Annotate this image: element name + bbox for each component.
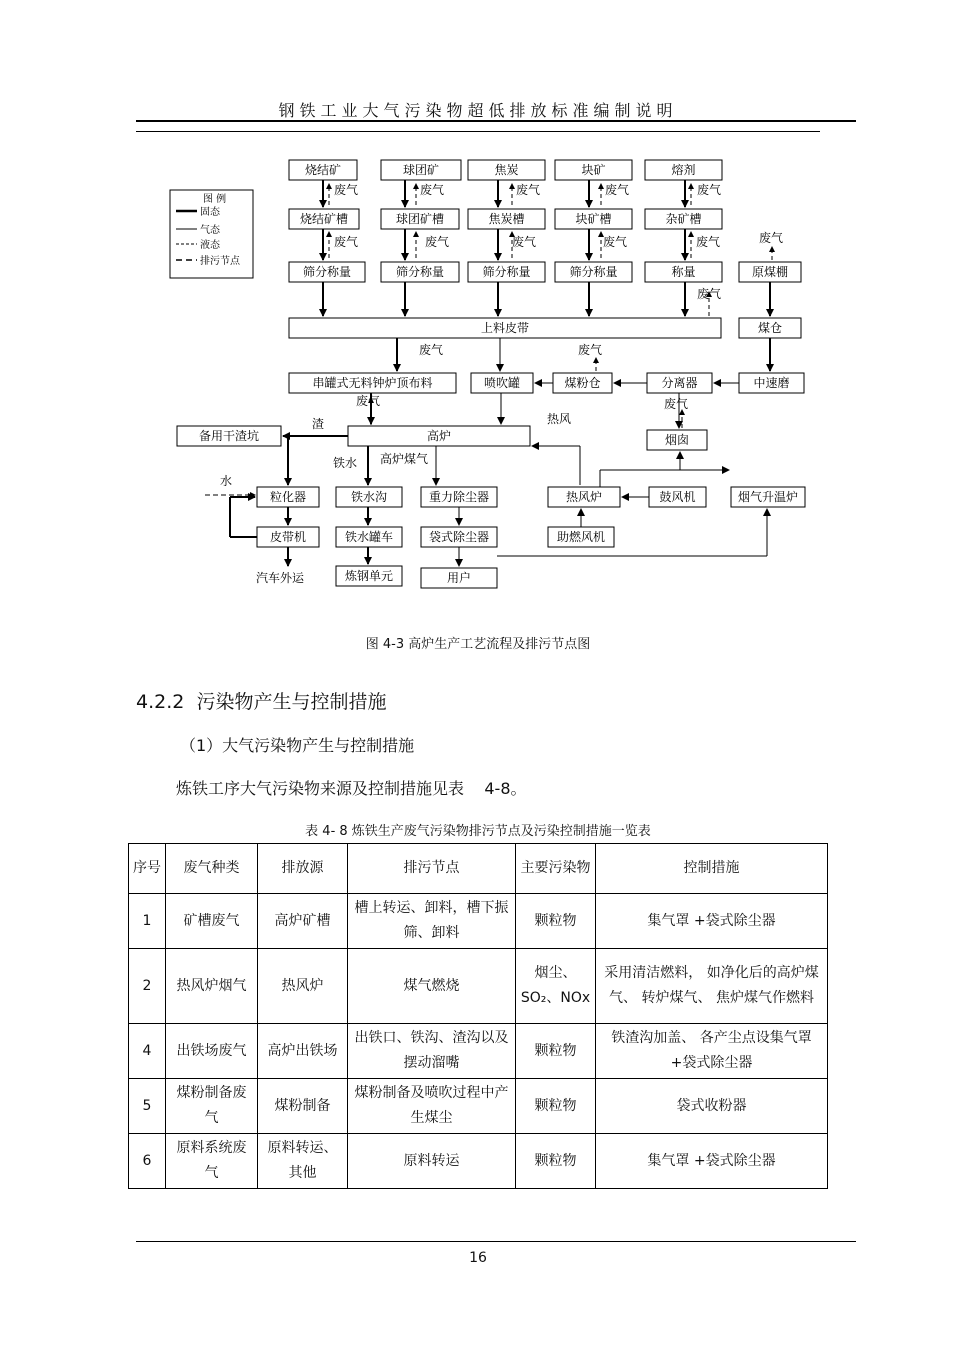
- flow-label-feiqi: 废气: [334, 183, 359, 197]
- process-box-label: 块矿槽: [575, 212, 612, 226]
- process-box-label: 筛分称量: [482, 265, 531, 279]
- table-cell: 集气罩 +袋式除尘器: [596, 1134, 828, 1189]
- table-row: [129, 1024, 828, 1079]
- process-box-label: 炼钢单元: [344, 569, 394, 583]
- table-cell: 高炉矿槽: [258, 894, 348, 949]
- header-cell: 主要污染物: [516, 844, 596, 894]
- table-header-row: [129, 844, 828, 894]
- paragraph-end: 。: [510, 779, 527, 798]
- header-cell: 排污节点: [348, 844, 516, 894]
- emission-control-table: [128, 843, 828, 1189]
- table-cell: 原料转运、其他: [258, 1134, 348, 1189]
- footer-rule: [136, 1241, 856, 1242]
- table-row: [129, 1134, 828, 1189]
- table-cell: 4: [129, 1024, 166, 1079]
- process-box-label: 煤仓: [757, 321, 783, 335]
- flow-label-feiqi: 废气: [578, 343, 603, 357]
- table-cell: 铁渣沟加盖、 各产尘点设集气罩+袋式除尘器: [596, 1024, 828, 1079]
- process-box-label: 用户: [446, 571, 472, 585]
- table-cell: 烟尘、SO₂、NOx: [516, 949, 596, 1024]
- process-box-label: 焦炭: [494, 163, 519, 177]
- flow-label-feiqi: 废气: [356, 394, 381, 408]
- flow-label-feiqi: 废气: [334, 235, 359, 249]
- legend-title: 图 例: [203, 194, 227, 205]
- table-cell: 槽上转运、卸料，槽下振筛、卸料: [348, 894, 516, 949]
- table-cell: 煤粉制备废气: [166, 1079, 258, 1134]
- process-box-label: 铁水罐车: [344, 530, 394, 544]
- header-rule: [136, 120, 856, 122]
- process-box-label: 上料皮带: [480, 321, 530, 335]
- flow-label-qicheyunwai: 汽车外运: [256, 571, 305, 585]
- table-cell: 采用清洁燃料， 如净化后的高炉煤气、 转炉煤气、 焦炉煤气作燃料: [596, 949, 828, 1024]
- table-cell: 6: [129, 1134, 166, 1189]
- process-box-label: 块矿: [581, 163, 606, 177]
- flow-label-tieshui: 铁水: [333, 456, 358, 470]
- process-box-label: 烧结矿: [304, 163, 342, 177]
- table-reference: 4-8: [484, 779, 511, 798]
- table-cell: 集气罩 +袋式除尘器: [596, 894, 828, 949]
- process-box-label: 高炉: [426, 429, 452, 443]
- flow-label-refeng: 热风: [547, 412, 572, 426]
- flow-label-feiqi: 废气: [425, 235, 450, 249]
- header-rule-thin: [136, 131, 820, 132]
- table-cell: 原料系统废气: [166, 1134, 258, 1189]
- table-cell: 高炉出铁场: [258, 1024, 348, 1079]
- process-box-label: 称量: [671, 265, 696, 279]
- legend-gas: 气态: [200, 225, 220, 236]
- table-cell: 热风炉: [258, 949, 348, 1024]
- flow-label-feiqi: 废气: [420, 183, 445, 197]
- page-number: 16: [469, 1250, 487, 1266]
- table-cell: 5: [129, 1079, 166, 1134]
- flow-label-feiqi: 废气: [697, 183, 722, 197]
- legend-liquid: 液态: [200, 240, 220, 251]
- process-box-label: 鼓风机: [659, 490, 696, 504]
- process-box-label: 筛分称量: [569, 265, 618, 279]
- table-cell: 出铁场废气: [166, 1024, 258, 1079]
- table-cell: 颗粒物: [516, 894, 596, 949]
- legend-solid: 固态: [200, 207, 220, 218]
- header-cell: 序号: [129, 844, 166, 894]
- flow-label-feiqi: 废气: [697, 287, 722, 301]
- process-box-label: 中速磨: [753, 376, 790, 390]
- table-cell: 颗粒物: [516, 1079, 596, 1134]
- subsection-heading: （1）大气污染物产生与控制措施: [180, 736, 415, 755]
- process-box-label: 铁水沟: [350, 490, 388, 504]
- process-box-label: 熔剂: [671, 163, 696, 177]
- legend-emission-node: 排污节点: [200, 256, 240, 267]
- table-row: [129, 894, 828, 949]
- process-box-label: 筛分称量: [302, 265, 352, 279]
- table-row: [129, 949, 828, 1024]
- flow-label-feiqi: 废气: [759, 231, 784, 245]
- table-caption: 表 4- 8 炼铁生产废气污染物排污节点及污染控制措施一览表: [305, 824, 651, 839]
- process-box-label: 分离器: [661, 376, 698, 390]
- process-box-label: 喷吹罐: [483, 376, 521, 390]
- table-cell: 颗粒物: [516, 1134, 596, 1189]
- process-flow-diagram: [0, 150, 956, 600]
- table-row: [129, 1079, 828, 1134]
- process-box-label: 筛分称量: [395, 265, 445, 279]
- table-cell: 热风炉烟气: [166, 949, 258, 1024]
- process-box-label: 杂矿槽: [665, 212, 702, 226]
- table-cell: 煤粉制备及喷吹过程中产生煤尘: [348, 1079, 516, 1134]
- process-box-label: 热风炉: [565, 490, 603, 504]
- table-cell: 矿槽废气: [166, 894, 258, 949]
- table-cell: 出铁口、铁沟、渣沟以及摆动溜嘴: [348, 1024, 516, 1079]
- process-box-label: 皮带机: [269, 530, 307, 544]
- process-box-label: 助燃风机: [556, 530, 606, 544]
- flow-label-feiqi: 废气: [696, 235, 721, 249]
- figure-caption: 图 4-3 高炉生产工艺流程及排污节点图: [365, 637, 591, 652]
- flow-label-feiqi: 废气: [512, 235, 537, 249]
- process-box-label: 煤粉仓: [564, 376, 601, 390]
- table-cell: 1: [129, 894, 166, 949]
- table-cell: 煤粉制备: [258, 1079, 348, 1134]
- section-title: 污染物产生与控制措施: [196, 691, 387, 713]
- header-cell: 废气种类: [166, 844, 258, 894]
- flow-label-shui: 水: [220, 474, 233, 488]
- table-cell: 2: [129, 949, 166, 1024]
- process-box-label: 重力除尘器: [428, 490, 490, 504]
- process-box-label: 袋式除尘器: [428, 530, 490, 544]
- page-header-title: 钢铁工业大气污染物超低排放标准编制说明: [278, 101, 678, 120]
- process-box-label: 串罐式无料钟炉顶布料: [312, 376, 433, 390]
- table-cell: 袋式收粉器: [596, 1079, 828, 1134]
- process-box-label: 球团矿槽: [395, 212, 445, 226]
- body-paragraph: [176, 776, 527, 799]
- diagram-legend: [170, 190, 253, 278]
- process-box-label: 球团矿: [402, 163, 440, 177]
- process-box-label: 烧结矿槽: [299, 212, 349, 226]
- paragraph-text: 炼铁工序大气污染物来源及控制措施见表: [176, 779, 465, 798]
- flow-label-zha: 渣: [312, 417, 325, 431]
- process-box-label: 原煤棚: [751, 265, 789, 279]
- process-box-label: 烟气升温炉: [737, 490, 799, 504]
- flow-label-feiqi: 废气: [664, 397, 689, 411]
- section-number: 4.2.2: [136, 691, 185, 713]
- process-box-label: 烟囱: [664, 433, 690, 447]
- process-box-label: 备用干渣坑: [198, 429, 260, 443]
- process-box-label: 焦炭槽: [488, 212, 525, 226]
- table-cell: 原料转运: [348, 1134, 516, 1189]
- header-cell: 排放源: [258, 844, 348, 894]
- flow-label-feiqi: 废气: [605, 183, 630, 197]
- table-cell: 颗粒物: [516, 1024, 596, 1079]
- process-box-label: 粒化器: [269, 490, 307, 504]
- section-heading: [136, 687, 386, 714]
- table-cell: 煤气燃烧: [348, 949, 516, 1024]
- flow-label-feiqi: 废气: [603, 235, 628, 249]
- flow-label-gaolumeiqi: 高炉煤气: [380, 452, 429, 466]
- flow-label-feiqi: 废气: [419, 343, 444, 357]
- flow-label-feiqi: 废气: [516, 183, 541, 197]
- header-cell: 控制措施: [596, 844, 828, 894]
